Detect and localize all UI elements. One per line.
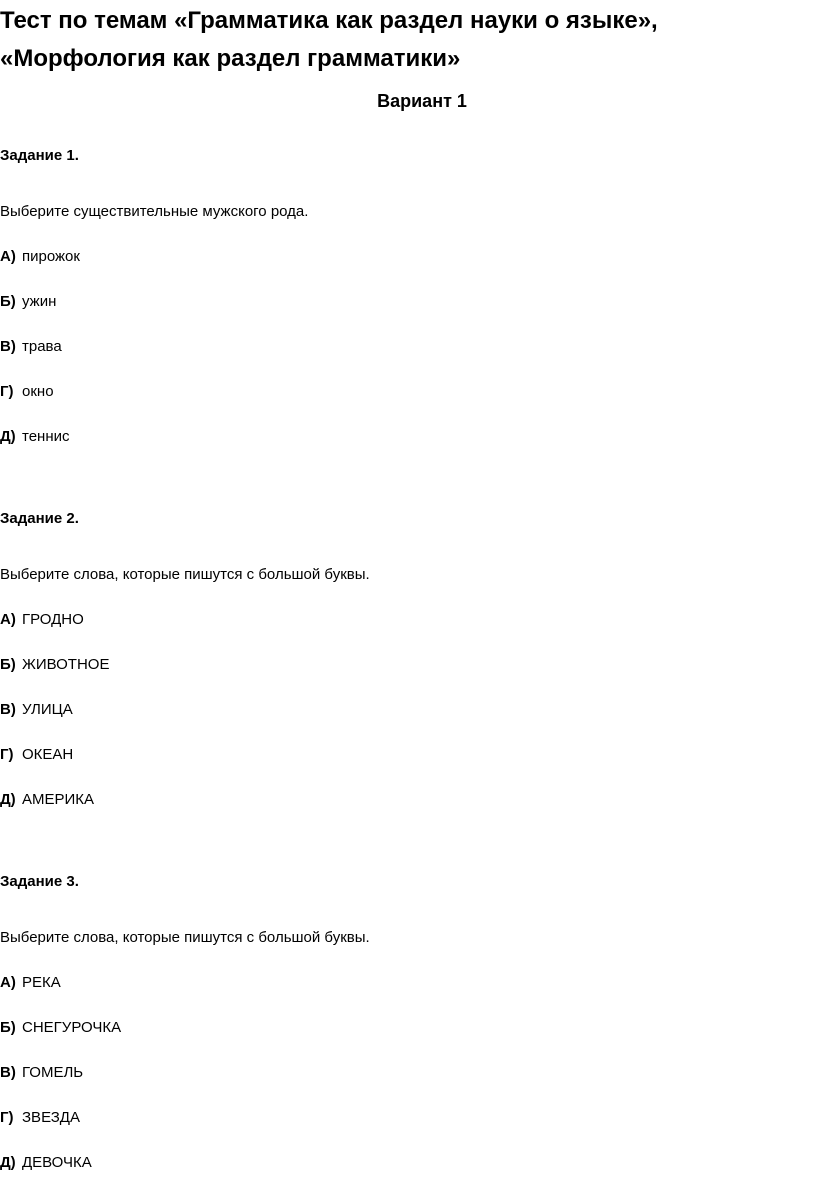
option-text: ЗВЕЗДА	[22, 1109, 80, 1126]
title-line-1: Тест по темам «Грамматика как раздел науки о языке»,	[0, 7, 658, 34]
option-letter: Д)	[0, 428, 16, 445]
task-2	[0, 509, 800, 835]
task-heading: Задание 1.	[0, 147, 79, 164]
option-letter: В)	[0, 1064, 16, 1081]
task-3	[0, 872, 800, 1198]
title-line-2: «Морфология как раздел грамматики»	[0, 45, 461, 72]
option-text: пирожок	[22, 248, 80, 265]
task-question: Выберите слова, которые пишутся с большой буквы.	[0, 566, 370, 583]
option-list	[0, 973, 800, 1173]
option-letter: Б)	[0, 656, 16, 673]
option-text: окно	[22, 383, 54, 400]
option-letter: Б)	[0, 293, 16, 310]
option-item[interactable]	[0, 337, 800, 357]
option-item[interactable]	[0, 247, 800, 267]
option-text: УЛИЦА	[22, 701, 73, 718]
option-letter: А)	[0, 248, 16, 265]
option-text: ДЕВОЧКА	[22, 1154, 92, 1171]
option-letter: Г)	[0, 1109, 14, 1126]
option-text: АМЕРИКА	[22, 791, 95, 808]
option-list	[0, 610, 800, 810]
option-letter: Г)	[0, 383, 14, 400]
option-letter: Д)	[0, 1154, 16, 1171]
option-text: ГОМЕЛЬ	[22, 1064, 84, 1081]
option-item[interactable]	[0, 610, 800, 630]
option-item[interactable]	[0, 1018, 800, 1038]
option-item[interactable]	[0, 1063, 800, 1083]
option-item[interactable]	[0, 700, 800, 720]
option-letter: Г)	[0, 746, 14, 763]
option-item[interactable]	[0, 427, 800, 447]
option-text: ОКЕАН	[22, 746, 74, 763]
task-1	[0, 146, 800, 472]
option-text: ЖИВОТНОЕ	[22, 656, 110, 673]
option-item[interactable]	[0, 973, 800, 993]
task-heading: Задание 3.	[0, 873, 79, 890]
option-item[interactable]	[0, 745, 800, 765]
option-list	[0, 247, 800, 447]
option-text: ГРОДНО	[22, 611, 84, 628]
option-text: ужин	[22, 293, 57, 310]
option-letter: Б)	[0, 1019, 16, 1036]
option-item[interactable]	[0, 382, 800, 402]
option-letter: А)	[0, 974, 16, 991]
variant-heading: Вариант 1	[377, 91, 467, 111]
option-letter: А)	[0, 611, 16, 628]
option-letter: В)	[0, 338, 16, 355]
document-title	[0, 2, 760, 78]
option-letter: В)	[0, 701, 16, 718]
option-item[interactable]	[0, 292, 800, 312]
task-question: Выберите существительные мужского рода.	[0, 203, 309, 220]
option-item[interactable]	[0, 790, 800, 810]
option-text: РЕКА	[22, 974, 61, 991]
option-letter: Д)	[0, 791, 16, 808]
option-item[interactable]	[0, 1108, 800, 1128]
option-item[interactable]	[0, 655, 800, 675]
option-text: СНЕГУРОЧКА	[22, 1019, 122, 1036]
option-item[interactable]	[0, 1153, 800, 1173]
task-question: Выберите слова, которые пишутся с большой буквы.	[0, 929, 370, 946]
task-heading: Задание 2.	[0, 510, 79, 527]
option-text: теннис	[22, 428, 70, 445]
option-text: трава	[22, 338, 62, 355]
